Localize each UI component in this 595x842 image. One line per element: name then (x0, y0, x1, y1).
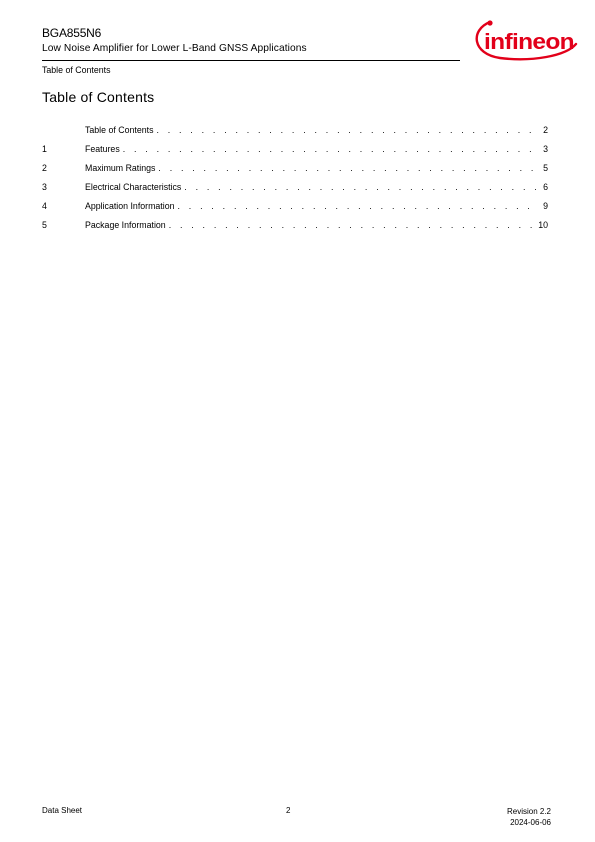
toc-leader-dots (158, 161, 537, 175)
toc-entry[interactable] (42, 142, 548, 161)
document-subtitle: Low Noise Amplifier for Lower L-Band GNSS Applications (42, 43, 307, 54)
footer-page-number: 2 (286, 806, 291, 815)
toc-leader-dots (184, 180, 537, 194)
toc-number: 5 (42, 220, 47, 230)
toc-entry[interactable] (42, 180, 548, 199)
toc-number: 3 (42, 182, 47, 192)
logo-dot (487, 20, 492, 25)
header-divider (42, 60, 460, 61)
toc-leader-dots (178, 199, 538, 213)
toc-number: 1 (42, 144, 47, 154)
toc-page-number[interactable]: 9 (543, 201, 548, 211)
footer-date: 2024-06-06 (510, 818, 551, 827)
toc-title[interactable]: Application Information (85, 201, 175, 211)
toc-title[interactable]: Features (85, 144, 120, 154)
toc-leader-dots (123, 142, 537, 156)
running-section-label: Table of Contents (42, 65, 111, 75)
footer-revision-block (507, 806, 551, 828)
toc-page-number[interactable]: 6 (543, 182, 548, 192)
toc-number: 2 (42, 163, 47, 173)
logo-wordmark: infineon (484, 29, 575, 54)
page-heading: Table of Contents (42, 89, 155, 105)
toc-title[interactable]: Electrical Characteristics (85, 182, 182, 192)
toc-page-number[interactable]: 10 (538, 220, 548, 230)
table-of-contents (42, 123, 548, 237)
footer-doc-type: Data Sheet (42, 806, 83, 815)
toc-entry[interactable] (42, 161, 548, 180)
toc-title[interactable]: Table of Contents (85, 125, 154, 135)
toc-entry[interactable] (42, 199, 548, 218)
toc-page-number[interactable]: 3 (543, 144, 548, 154)
footer-revision: Revision 2.2 (506, 807, 551, 816)
toc-page-number[interactable]: 2 (543, 125, 548, 135)
toc-leader-dots (169, 218, 533, 232)
toc-title[interactable]: Maximum Ratings (85, 163, 156, 173)
toc-number: 4 (42, 201, 47, 211)
toc-page-number[interactable]: 5 (543, 163, 548, 173)
document-title: BGA855N6 (42, 26, 102, 40)
toc-entry[interactable] (42, 218, 548, 237)
toc-leader-dots (156, 123, 537, 137)
toc-entry[interactable] (42, 123, 548, 142)
toc-title[interactable]: Package Information (85, 220, 166, 230)
infineon-logo (470, 14, 580, 64)
